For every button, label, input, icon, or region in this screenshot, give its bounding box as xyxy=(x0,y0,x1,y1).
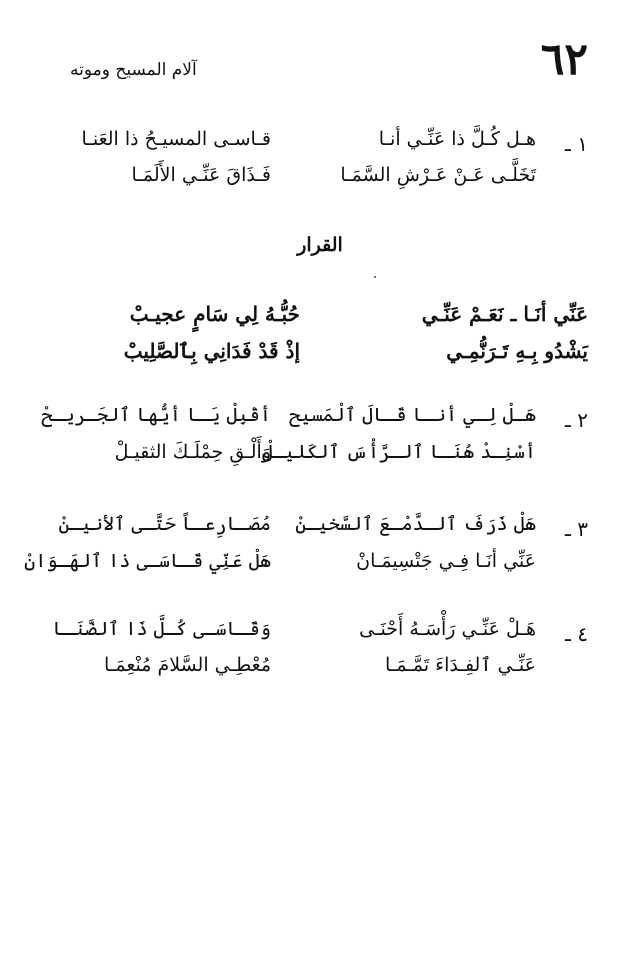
verse-number: ٢ ـ xyxy=(565,408,588,432)
verse-line-left: هَلْ عَنِّي قَـاسَـى ذا ٱلهَـوَانْ xyxy=(24,550,271,572)
verse-line-left: وَأَلْـقِ حِمْلَـكَ الثقيـلْ xyxy=(114,441,271,463)
verse-line-left: قـاسـى المسيـحُ ذا العَنـا xyxy=(81,128,271,150)
verse-2 xyxy=(41,404,588,474)
chorus-title: القرار xyxy=(297,234,343,256)
verse-line-left: مُصَـارِعـاً حَتَّـى ٱلأنيـنْ xyxy=(58,513,271,535)
verse-number: ٣ ـ xyxy=(565,517,588,541)
verse-number: ١ ـ xyxy=(565,132,588,156)
verse-line-right: أسْنِـدْ هُنَـا ٱلـرَّأْسَ ٱلكَليـلْ xyxy=(261,441,536,463)
verse-line-right: عَنِّـي ٱلفِـدَاءَ تَمَّـمَـا xyxy=(384,654,536,676)
verse-line-left: أقْبِلْ يَـا أيُّها ٱلجَـريـحْ xyxy=(41,404,271,426)
chorus xyxy=(48,302,588,372)
verse-line-left: مُعْطِـي السَّلامَ مُنْعِمَـا xyxy=(104,654,271,676)
verse-1 xyxy=(48,128,588,198)
verse-number: ٤ ـ xyxy=(565,622,588,646)
verse-line-right: هَـلْ عَنِّـي رَأْسَـهُ أَحْنَـى xyxy=(359,618,536,640)
page-number: ٦٢ xyxy=(540,34,588,85)
chorus-line-right: عَنِّي أنَـا ـ نَعَـمْ عَنِّـي xyxy=(421,302,588,326)
chorus-line-left: حُبُّـهُ لِي سَامٍ عجيـبْ xyxy=(129,302,300,326)
verse-line-left: وَقَـاسَـى كُـلَّ ذَا ٱلضَّنَـا xyxy=(52,618,271,640)
verse-3 xyxy=(24,513,588,583)
verse-4 xyxy=(48,618,588,688)
verse-line-left: فَـذَاقَ عَنِّـي الأَلَمَـا xyxy=(131,164,271,186)
chorus-line-left: إذْ قَدْ فَدَانِي بِٱلصَّلِيبْ xyxy=(123,339,300,363)
verse-line-right: عَنِّي أنَـا فِـي جَتْسِيمَـانْ xyxy=(356,550,536,572)
verse-line-right: هَلْ ذَرَفَ ٱلـدَّمْـعَ ٱلسَّخيـنْ xyxy=(295,513,536,535)
verse-line-right: تَخَلَّـى عَـنْ عَـرْشِ السَّمَـا xyxy=(340,164,536,186)
ink-dot xyxy=(374,276,376,278)
verse-line-right: هَـلْ لِـي أنـا قَـالَ ٱلْمَسيح xyxy=(289,404,536,426)
chorus-line-right: يَشْدُو بِـهِ تَـرَنُّمِـي xyxy=(446,339,588,363)
running-title: آلام المسيح وموته xyxy=(70,60,197,80)
verse-line-right: هـل كُـلَّ ذا عَنِّـي أنـا xyxy=(378,128,536,150)
